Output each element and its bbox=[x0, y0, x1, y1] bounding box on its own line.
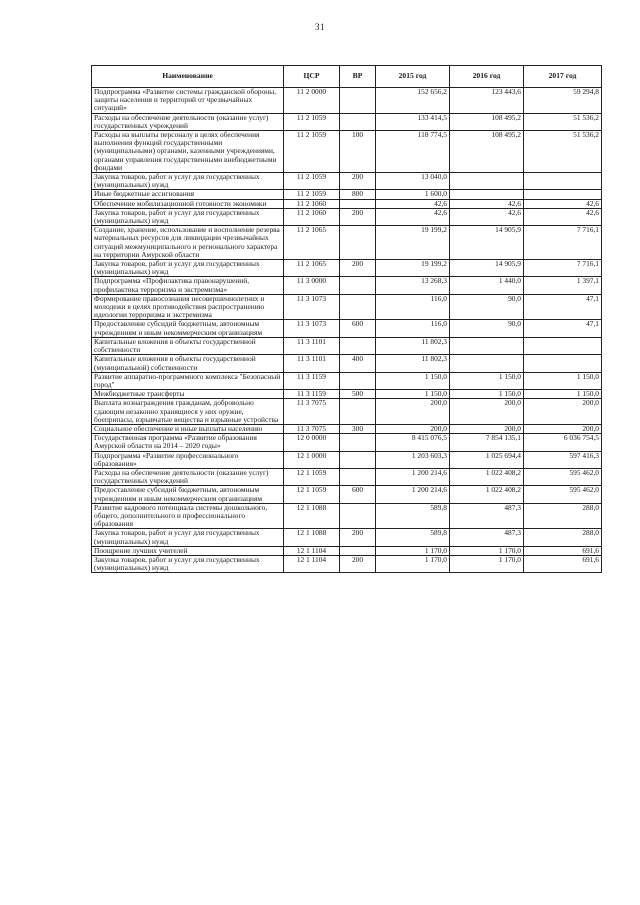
cell-2015: 200,0 bbox=[376, 424, 450, 433]
cell-2016: 14 905,9 bbox=[450, 260, 524, 277]
cell-2016: 1 440,0 bbox=[450, 277, 524, 294]
cell-name: Предоставление субсидий бюджетным, автономным учреждениям и иным некоммерческим организациям bbox=[92, 486, 284, 503]
cell-vr bbox=[340, 546, 376, 555]
cell-2016: 42,6 bbox=[450, 208, 524, 225]
cell-vr bbox=[340, 294, 376, 320]
cell-2016: 1 022 408,2 bbox=[450, 486, 524, 503]
cell-csr: 11 2 1059 bbox=[284, 113, 340, 130]
cell-2017: 6 036 754,5 bbox=[524, 434, 602, 451]
cell-vr bbox=[340, 88, 376, 114]
cell-2016: 1 150,0 bbox=[450, 372, 524, 389]
cell-2016: 123 443,6 bbox=[450, 88, 524, 114]
cell-vr: 200 bbox=[340, 260, 376, 277]
cell-vr: 600 bbox=[340, 486, 376, 503]
cell-2016: 90,0 bbox=[450, 320, 524, 337]
table-row bbox=[92, 173, 602, 190]
cell-name: Создание, хранение, использование и восполнение резерва материальных ресурсов для ликвидации чрезвычайных ситуаций межмуниципального и регионального характера на территории Амурской области bbox=[92, 226, 284, 260]
cell-2015: 589,8 bbox=[376, 503, 450, 529]
cell-csr: 11 3 1073 bbox=[284, 294, 340, 320]
table-row bbox=[92, 503, 602, 529]
cell-vr bbox=[340, 113, 376, 130]
cell-csr: 11 3 0000 bbox=[284, 277, 340, 294]
cell-2015: 11 802,3 bbox=[376, 355, 450, 372]
table-row bbox=[92, 113, 602, 130]
cell-2016: 7 854 135,1 bbox=[450, 434, 524, 451]
table-row bbox=[92, 260, 602, 277]
table-row bbox=[92, 208, 602, 225]
table-row bbox=[92, 555, 602, 572]
cell-vr: 300 bbox=[340, 424, 376, 433]
cell-2016: 487,3 bbox=[450, 529, 524, 546]
cell-vr bbox=[340, 199, 376, 208]
table-row bbox=[92, 131, 602, 173]
cell-2017 bbox=[524, 173, 602, 190]
cell-csr: 11 3 1101 bbox=[284, 337, 340, 354]
table-row bbox=[92, 468, 602, 485]
cell-2016: 1 022 408,2 bbox=[450, 468, 524, 485]
cell-2017: 1 150,0 bbox=[524, 390, 602, 399]
table-row bbox=[92, 390, 602, 399]
cell-2015: 19 199,2 bbox=[376, 226, 450, 260]
table-row bbox=[92, 320, 602, 337]
cell-csr: 12 1 1088 bbox=[284, 529, 340, 546]
header-csr: ЦСР bbox=[284, 66, 340, 88]
cell-2017: 59 294,8 bbox=[524, 88, 602, 114]
cell-vr bbox=[340, 399, 376, 425]
cell-vr bbox=[340, 434, 376, 451]
cell-2016: 200,0 bbox=[450, 399, 524, 425]
cell-name: Подпрограмма «Профилактика правонарушений, профилактика терроризма и экстремизма» bbox=[92, 277, 284, 294]
cell-2017: 1 397,1 bbox=[524, 277, 602, 294]
cell-csr: 11 2 1060 bbox=[284, 208, 340, 225]
cell-2015: 13 268,3 bbox=[376, 277, 450, 294]
cell-csr: 12 1 1104 bbox=[284, 555, 340, 572]
cell-2016: 108 495,2 bbox=[450, 113, 524, 130]
cell-csr: 12 1 1059 bbox=[284, 486, 340, 503]
table-row bbox=[92, 451, 602, 468]
cell-2015: 133 414,5 bbox=[376, 113, 450, 130]
cell-vr bbox=[340, 468, 376, 485]
cell-csr: 11 2 1059 bbox=[284, 131, 340, 173]
cell-2017 bbox=[524, 337, 602, 354]
cell-2015: 116,0 bbox=[376, 294, 450, 320]
cell-2016: 108 495,2 bbox=[450, 131, 524, 173]
header-vr: ВР bbox=[340, 66, 376, 88]
cell-2015: 200,0 bbox=[376, 399, 450, 425]
header-2015: 2015 год bbox=[376, 66, 450, 88]
cell-2015: 8 415 076,5 bbox=[376, 434, 450, 451]
cell-vr: 500 bbox=[340, 390, 376, 399]
cell-name: Закупка товаров, работ и услуг для государственных (муниципальных) нужд bbox=[92, 173, 284, 190]
cell-csr: 12 1 1088 bbox=[284, 503, 340, 529]
cell-2017 bbox=[524, 355, 602, 372]
cell-vr: 200 bbox=[340, 529, 376, 546]
cell-2015: 1 150,0 bbox=[376, 372, 450, 389]
cell-2017: 288,0 bbox=[524, 529, 602, 546]
cell-2015: 11 802,3 bbox=[376, 337, 450, 354]
cell-2016: 90,0 bbox=[450, 294, 524, 320]
cell-name: Обеспечение мобилизационной готовности экономики bbox=[92, 199, 284, 208]
cell-name: Закупка товаров, работ и услуг для государственных (муниципальных) нужд bbox=[92, 529, 284, 546]
cell-2016: 487,3 bbox=[450, 503, 524, 529]
cell-2017: 47,1 bbox=[524, 320, 602, 337]
cell-name: Формирование правосознания несовершеннолетних и молодежи в целях противодействия распространению идеологии терроризма и экстремизма bbox=[92, 294, 284, 320]
table-row bbox=[92, 399, 602, 425]
cell-2015: 118 774,5 bbox=[376, 131, 450, 173]
cell-2015: 1 150,0 bbox=[376, 390, 450, 399]
cell-2016 bbox=[450, 355, 524, 372]
header-2016: 2016 год bbox=[450, 66, 524, 88]
cell-name: Капитальные вложения в объекты государственной (муниципальной) собственности bbox=[92, 355, 284, 372]
cell-name: Иные бюджетные ассигнования bbox=[92, 190, 284, 199]
cell-csr: 11 3 1073 bbox=[284, 320, 340, 337]
cell-2017: 200,0 bbox=[524, 399, 602, 425]
cell-vr bbox=[340, 337, 376, 354]
cell-csr: 11 3 1101 bbox=[284, 355, 340, 372]
cell-name: Закупка товаров, работ и услуг для государственных (муниципальных) нужд bbox=[92, 208, 284, 225]
cell-vr bbox=[340, 277, 376, 294]
page-number: 31 bbox=[315, 22, 325, 32]
cell-2016 bbox=[450, 173, 524, 190]
cell-vr bbox=[340, 226, 376, 260]
cell-csr: 12 0 0000 bbox=[284, 434, 340, 451]
cell-2015: 589,8 bbox=[376, 529, 450, 546]
cell-vr: 200 bbox=[340, 173, 376, 190]
table-row bbox=[92, 529, 602, 546]
cell-2017: 691,6 bbox=[524, 555, 602, 572]
cell-2015: 1 600,0 bbox=[376, 190, 450, 199]
cell-name: Капитальные вложения в объекты государственной собственности bbox=[92, 337, 284, 354]
table-row bbox=[92, 88, 602, 114]
cell-2017 bbox=[524, 190, 602, 199]
table-row bbox=[92, 190, 602, 199]
cell-2015: 116,0 bbox=[376, 320, 450, 337]
cell-vr: 600 bbox=[340, 320, 376, 337]
cell-2017: 595 462,0 bbox=[524, 486, 602, 503]
cell-csr: 11 3 1159 bbox=[284, 390, 340, 399]
cell-2015: 1 203 603,3 bbox=[376, 451, 450, 468]
cell-2016 bbox=[450, 337, 524, 354]
table-row bbox=[92, 294, 602, 320]
cell-csr: 11 3 7075 bbox=[284, 399, 340, 425]
cell-2017: 595 462,0 bbox=[524, 468, 602, 485]
cell-name: Предоставление субсидий бюджетным, автономным учреждениям и иным некоммерческим организациям bbox=[92, 320, 284, 337]
table-row bbox=[92, 199, 602, 208]
cell-2017: 42,6 bbox=[524, 199, 602, 208]
cell-csr: 11 2 1065 bbox=[284, 260, 340, 277]
cell-2016: 1 170,0 bbox=[450, 555, 524, 572]
cell-2017: 597 416,3 bbox=[524, 451, 602, 468]
header-2017: 2017 год bbox=[524, 66, 602, 88]
cell-2017: 288,0 bbox=[524, 503, 602, 529]
cell-csr: 11 2 0000 bbox=[284, 88, 340, 114]
budget-table bbox=[91, 65, 602, 573]
cell-2015: 42,6 bbox=[376, 199, 450, 208]
cell-name: Закупка товаров, работ и услуг для государственных (муниципальных) нужд bbox=[92, 260, 284, 277]
table-row bbox=[92, 226, 602, 260]
cell-csr: 11 3 7075 bbox=[284, 424, 340, 433]
table-row bbox=[92, 355, 602, 372]
cell-2016 bbox=[450, 190, 524, 199]
table-row bbox=[92, 424, 602, 433]
cell-name: Подпрограмма «Развитие профессионального образования» bbox=[92, 451, 284, 468]
cell-name: Государственная программа «Развитие образования Амурской области на 2014 – 2020 годы» bbox=[92, 434, 284, 451]
cell-2015: 1 170,0 bbox=[376, 546, 450, 555]
cell-2017: 51 536,2 bbox=[524, 131, 602, 173]
cell-vr: 200 bbox=[340, 555, 376, 572]
table-row bbox=[92, 277, 602, 294]
table-header-row bbox=[92, 66, 602, 88]
table-row bbox=[92, 546, 602, 555]
cell-csr: 11 2 1059 bbox=[284, 190, 340, 199]
cell-name: Подпрограмма «Развитие системы гражданской обороны, защиты населения и территорий от чрезвычайных ситуаций» bbox=[92, 88, 284, 114]
cell-2015: 13 040,0 bbox=[376, 173, 450, 190]
cell-name: Расходы на выплаты персоналу в целях обеспечения выполнения функций государственными (муниципальными) органами, казенными учреждениями, органами управления государственными внебюджетными фондами bbox=[92, 131, 284, 173]
cell-csr: 12 1 1104 bbox=[284, 546, 340, 555]
cell-2015: 42,6 bbox=[376, 208, 450, 225]
cell-2017: 51 536,2 bbox=[524, 113, 602, 130]
cell-name: Поощрение лучших учителей bbox=[92, 546, 284, 555]
table-row bbox=[92, 434, 602, 451]
cell-name: Развитие кадрового потенциала системы дошкольного, общего, дополнительного и профессионального образования bbox=[92, 503, 284, 529]
cell-name: Расходы на обеспечение деятельности (оказание услуг) государственных учреждений bbox=[92, 113, 284, 130]
cell-vr bbox=[340, 503, 376, 529]
cell-2016: 1 170,0 bbox=[450, 546, 524, 555]
cell-name: Развитие аппаратно-программного комплекса "Безопасный город" bbox=[92, 372, 284, 389]
cell-csr: 11 2 1060 bbox=[284, 199, 340, 208]
cell-2017: 42,6 bbox=[524, 208, 602, 225]
cell-csr: 12 1 1059 bbox=[284, 468, 340, 485]
cell-csr: 11 2 1059 bbox=[284, 173, 340, 190]
cell-2017: 7 716,1 bbox=[524, 226, 602, 260]
cell-2017: 7 716,1 bbox=[524, 260, 602, 277]
cell-2017: 200,0 bbox=[524, 424, 602, 433]
cell-vr bbox=[340, 451, 376, 468]
table-row bbox=[92, 486, 602, 503]
cell-2016: 1 025 694,4 bbox=[450, 451, 524, 468]
cell-2015: 19 199,2 bbox=[376, 260, 450, 277]
cell-2016: 200,0 bbox=[450, 424, 524, 433]
cell-2015: 152 656,2 bbox=[376, 88, 450, 114]
cell-name: Закупка товаров, работ и услуг для государственных (муниципальных) нужд bbox=[92, 555, 284, 572]
cell-2016: 42,6 bbox=[450, 199, 524, 208]
cell-vr: 800 bbox=[340, 190, 376, 199]
cell-csr: 12 1 0000 bbox=[284, 451, 340, 468]
cell-vr: 200 bbox=[340, 208, 376, 225]
cell-2016: 1 150,0 bbox=[450, 390, 524, 399]
cell-2017: 1 150,0 bbox=[524, 372, 602, 389]
cell-2015: 1 200 214,6 bbox=[376, 486, 450, 503]
cell-2016: 14 905,9 bbox=[450, 226, 524, 260]
cell-2015: 1 170,0 bbox=[376, 555, 450, 572]
cell-name: Межбюджетные трансферты bbox=[92, 390, 284, 399]
cell-name: Социальное обеспечение и иные выплаты населению bbox=[92, 424, 284, 433]
cell-csr: 11 3 1159 bbox=[284, 372, 340, 389]
cell-name: Выплата вознаграждения гражданам, добровольно сдающим незаконно хранящиеся у них оружие, боеприпасы, взрывчатые вещества и взрывные устройства bbox=[92, 399, 284, 425]
cell-vr bbox=[340, 372, 376, 389]
table-row bbox=[92, 337, 602, 354]
cell-vr: 100 bbox=[340, 131, 376, 173]
cell-2017: 47,1 bbox=[524, 294, 602, 320]
cell-2017: 691,6 bbox=[524, 546, 602, 555]
cell-vr: 400 bbox=[340, 355, 376, 372]
cell-name: Расходы на обеспечение деятельности (оказание услуг) государственных учреждений bbox=[92, 468, 284, 485]
header-name: Наименование bbox=[92, 66, 284, 88]
cell-csr: 11 2 1065 bbox=[284, 226, 340, 260]
table-row bbox=[92, 372, 602, 389]
cell-2015: 1 200 214,6 bbox=[376, 468, 450, 485]
